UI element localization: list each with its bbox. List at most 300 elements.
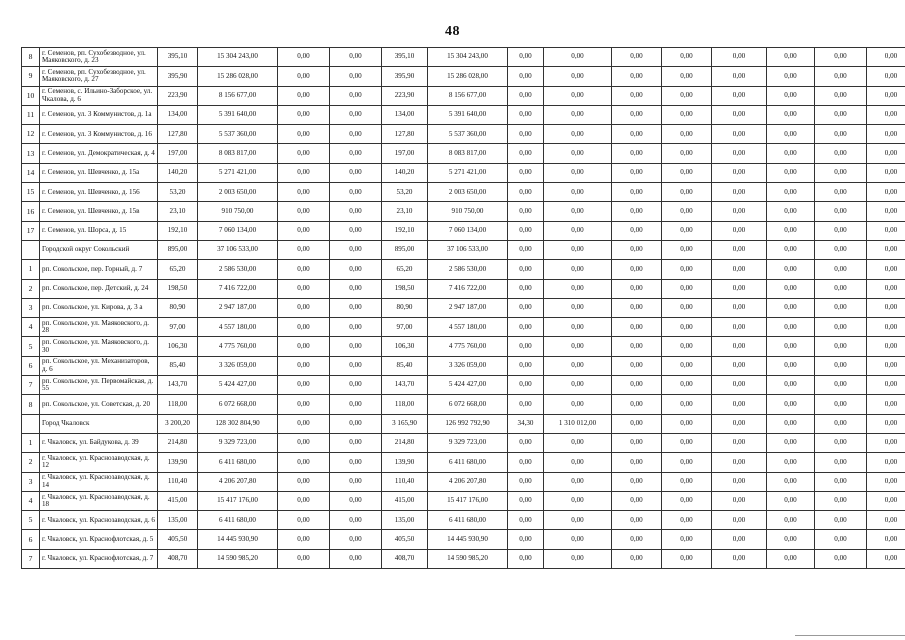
value-cell: 0,00 xyxy=(278,376,330,395)
value-cell: 0,00 xyxy=(330,221,382,240)
value-cell: 910 750,00 xyxy=(428,202,508,221)
value-cell: 0,00 xyxy=(712,318,767,337)
address-cell: г. Семенов, ул. Шевченко, д. 15в xyxy=(40,202,158,221)
value-cell: 0,00 xyxy=(767,318,815,337)
value-cell: 8 083 817,00 xyxy=(428,144,508,163)
value-cell: 0,00 xyxy=(612,298,662,317)
value-cell: 0,00 xyxy=(712,433,767,452)
value-cell: 0,00 xyxy=(508,491,544,510)
value-cell: 2 003 650,00 xyxy=(198,183,278,202)
value-cell: 0,00 xyxy=(662,376,712,395)
value-cell: 0,00 xyxy=(767,337,815,356)
value-cell: 0,00 xyxy=(815,279,867,298)
value-cell: 0,00 xyxy=(330,511,382,530)
value-cell: 0,00 xyxy=(662,202,712,221)
value-cell: 0,00 xyxy=(544,491,612,510)
value-cell: 0,00 xyxy=(767,472,815,491)
value-cell: 0,00 xyxy=(767,144,815,163)
value-cell: 5 424 427,00 xyxy=(198,376,278,395)
value-cell: 0,00 xyxy=(767,240,815,259)
value-cell: 0,00 xyxy=(278,67,330,86)
value-cell: 0,00 xyxy=(662,472,712,491)
value-cell: 0,00 xyxy=(767,530,815,549)
value-cell: 0,00 xyxy=(544,221,612,240)
table-row xyxy=(22,202,905,221)
value-cell: 0,00 xyxy=(612,48,662,67)
table-row xyxy=(22,221,905,240)
value-cell: 80,90 xyxy=(382,298,428,317)
value-cell: 0,00 xyxy=(662,318,712,337)
value-cell: 0,00 xyxy=(662,453,712,472)
value-cell: 0,00 xyxy=(767,298,815,317)
value-cell: 0,00 xyxy=(544,530,612,549)
value-cell: 7 060 134,00 xyxy=(428,221,508,240)
value-cell: 5 391 640,00 xyxy=(198,105,278,124)
value-cell: 0,00 xyxy=(867,337,905,356)
table-row xyxy=(22,67,905,86)
value-cell: 0,00 xyxy=(867,376,905,395)
value-cell: 0,00 xyxy=(867,221,905,240)
value-cell: 6 411 680,00 xyxy=(428,511,508,530)
value-cell: 0,00 xyxy=(662,433,712,452)
value-cell: 3 200,20 xyxy=(158,414,198,433)
value-cell: 214,80 xyxy=(382,433,428,452)
address-cell: рп. Сокольское, пер. Детский, д. 24 xyxy=(40,279,158,298)
value-cell: 15 417 176,00 xyxy=(198,491,278,510)
value-cell: 14 590 985,20 xyxy=(428,549,508,568)
value-cell: 23,10 xyxy=(382,202,428,221)
value-cell: 65,20 xyxy=(158,260,198,279)
value-cell: 139,90 xyxy=(158,453,198,472)
value-cell: 7 416 722,00 xyxy=(428,279,508,298)
value-cell: 0,00 xyxy=(815,125,867,144)
value-cell: 0,00 xyxy=(767,163,815,182)
value-cell: 0,00 xyxy=(330,433,382,452)
value-cell: 0,00 xyxy=(612,260,662,279)
table-row xyxy=(22,453,905,472)
value-cell: 415,00 xyxy=(158,491,198,510)
value-cell: 0,00 xyxy=(815,549,867,568)
value-cell: 4 206 207,80 xyxy=(428,472,508,491)
value-cell: 97,00 xyxy=(382,318,428,337)
value-cell: 5 391 640,00 xyxy=(428,105,508,124)
value-cell: 3 326 059,00 xyxy=(428,356,508,375)
value-cell: 0,00 xyxy=(508,433,544,452)
row-number xyxy=(22,240,40,259)
value-cell: 1 310 012,00 xyxy=(544,414,612,433)
value-cell: 2 586 530,00 xyxy=(428,260,508,279)
address-cell: рп. Сокольское, ул. Механизаторов, д. 6 xyxy=(40,356,158,375)
value-cell: 0,00 xyxy=(867,395,905,414)
table-row xyxy=(22,337,905,356)
value-cell: 0,00 xyxy=(815,86,867,105)
value-cell: 34,30 xyxy=(508,414,544,433)
value-cell: 0,00 xyxy=(662,163,712,182)
value-cell: 0,00 xyxy=(867,260,905,279)
table-row xyxy=(22,549,905,568)
value-cell: 0,00 xyxy=(612,144,662,163)
value-cell: 0,00 xyxy=(508,453,544,472)
value-cell: 6 411 680,00 xyxy=(428,453,508,472)
table-row xyxy=(22,356,905,375)
value-cell: 6 411 680,00 xyxy=(198,511,278,530)
value-cell: 0,00 xyxy=(662,183,712,202)
value-cell: 15 304 243,00 xyxy=(428,48,508,67)
value-cell: 0,00 xyxy=(662,240,712,259)
value-cell: 8 156 677,00 xyxy=(428,86,508,105)
value-cell: 408,70 xyxy=(158,549,198,568)
row-number: 4 xyxy=(22,491,40,510)
value-cell: 0,00 xyxy=(330,183,382,202)
value-cell: 0,00 xyxy=(815,337,867,356)
value-cell: 0,00 xyxy=(867,67,905,86)
value-cell: 0,00 xyxy=(508,221,544,240)
value-cell: 192,10 xyxy=(158,221,198,240)
value-cell: 2 947 187,00 xyxy=(428,298,508,317)
value-cell: 0,00 xyxy=(712,183,767,202)
value-cell: 0,00 xyxy=(662,144,712,163)
value-cell: 139,90 xyxy=(382,453,428,472)
value-cell: 0,00 xyxy=(330,356,382,375)
value-cell: 0,00 xyxy=(544,144,612,163)
value-cell: 0,00 xyxy=(278,453,330,472)
value-cell: 0,00 xyxy=(867,318,905,337)
value-cell: 0,00 xyxy=(867,356,905,375)
value-cell: 415,00 xyxy=(382,491,428,510)
value-cell: 110,40 xyxy=(382,472,428,491)
value-cell: 0,00 xyxy=(712,163,767,182)
value-cell: 15 304 243,00 xyxy=(198,48,278,67)
value-cell: 0,00 xyxy=(767,105,815,124)
value-cell: 198,50 xyxy=(158,279,198,298)
value-cell: 0,00 xyxy=(278,414,330,433)
value-cell: 0,00 xyxy=(662,395,712,414)
value-cell: 0,00 xyxy=(508,163,544,182)
value-cell: 0,00 xyxy=(612,511,662,530)
value-cell: 0,00 xyxy=(815,414,867,433)
value-cell: 0,00 xyxy=(662,530,712,549)
value-cell: 0,00 xyxy=(662,279,712,298)
value-cell: 0,00 xyxy=(278,260,330,279)
address-cell: г. Семенов, ул. 3 Коммунистов, д. 1а xyxy=(40,105,158,124)
value-cell: 0,00 xyxy=(508,86,544,105)
value-cell: 0,00 xyxy=(278,279,330,298)
row-number: 5 xyxy=(22,337,40,356)
value-cell: 0,00 xyxy=(508,472,544,491)
value-cell: 0,00 xyxy=(330,395,382,414)
value-cell: 0,00 xyxy=(544,105,612,124)
value-cell: 0,00 xyxy=(544,356,612,375)
value-cell: 0,00 xyxy=(662,221,712,240)
value-cell: 0,00 xyxy=(278,221,330,240)
row-number: 8 xyxy=(22,48,40,67)
value-cell: 0,00 xyxy=(278,48,330,67)
value-cell: 895,00 xyxy=(382,240,428,259)
table-row xyxy=(22,491,905,510)
address-cell: г. Семенов, рп. Сухобезводное, ул. Маяковского, д. 27 xyxy=(40,67,158,86)
value-cell: 14 445 930,90 xyxy=(428,530,508,549)
value-cell: 0,00 xyxy=(612,395,662,414)
value-cell: 15 286 028,00 xyxy=(198,67,278,86)
value-cell: 0,00 xyxy=(662,414,712,433)
value-cell: 405,50 xyxy=(382,530,428,549)
value-cell: 0,00 xyxy=(815,202,867,221)
value-cell: 192,10 xyxy=(382,221,428,240)
address-cell: г. Чкаловск, ул. Краснозаводская, д. 6 xyxy=(40,511,158,530)
value-cell: 0,00 xyxy=(712,356,767,375)
value-cell: 0,00 xyxy=(815,530,867,549)
value-cell: 0,00 xyxy=(612,356,662,375)
value-cell: 0,00 xyxy=(544,549,612,568)
value-cell: 0,00 xyxy=(508,67,544,86)
value-cell: 0,00 xyxy=(508,318,544,337)
value-cell: 0,00 xyxy=(330,86,382,105)
value-cell: 0,00 xyxy=(712,511,767,530)
value-cell: 7 416 722,00 xyxy=(198,279,278,298)
value-cell: 2 947 187,00 xyxy=(198,298,278,317)
value-cell: 0,00 xyxy=(815,433,867,452)
row-number: 1 xyxy=(22,260,40,279)
value-cell: 0,00 xyxy=(330,105,382,124)
value-cell: 0,00 xyxy=(767,356,815,375)
value-cell: 0,00 xyxy=(867,279,905,298)
value-cell: 0,00 xyxy=(712,260,767,279)
value-cell: 0,00 xyxy=(662,356,712,375)
value-cell: 65,20 xyxy=(382,260,428,279)
value-cell: 0,00 xyxy=(815,376,867,395)
value-cell: 0,00 xyxy=(544,183,612,202)
value-cell: 0,00 xyxy=(867,163,905,182)
value-cell: 0,00 xyxy=(662,298,712,317)
value-cell: 0,00 xyxy=(612,202,662,221)
value-cell: 0,00 xyxy=(278,298,330,317)
value-cell: 4 206 207,80 xyxy=(198,472,278,491)
value-cell: 140,20 xyxy=(382,163,428,182)
value-cell: 3 165,90 xyxy=(382,414,428,433)
value-cell: 0,00 xyxy=(712,86,767,105)
value-cell: 4 557 180,00 xyxy=(198,318,278,337)
value-cell: 110,40 xyxy=(158,472,198,491)
value-cell: 85,40 xyxy=(158,356,198,375)
address-cell: г. Семенов, ул. 3 Коммунистов, д. 16 xyxy=(40,125,158,144)
value-cell: 0,00 xyxy=(278,86,330,105)
value-cell: 0,00 xyxy=(508,144,544,163)
value-cell: 0,00 xyxy=(662,125,712,144)
value-cell: 0,00 xyxy=(278,433,330,452)
value-cell: 0,00 xyxy=(508,48,544,67)
row-number: 10 xyxy=(22,86,40,105)
value-cell: 128 302 804,90 xyxy=(198,414,278,433)
value-cell: 134,00 xyxy=(382,105,428,124)
table-row xyxy=(22,530,905,549)
value-cell: 0,00 xyxy=(278,530,330,549)
value-cell: 0,00 xyxy=(662,48,712,67)
row-number: 15 xyxy=(22,183,40,202)
value-cell: 37 106 533,00 xyxy=(428,240,508,259)
row-number: 17 xyxy=(22,221,40,240)
address-cell: г. Чкаловск, ул. Байдукова, д. 39 xyxy=(40,433,158,452)
value-cell: 0,00 xyxy=(330,472,382,491)
value-cell: 0,00 xyxy=(662,67,712,86)
value-cell: 127,80 xyxy=(158,125,198,144)
value-cell: 0,00 xyxy=(815,298,867,317)
value-cell: 0,00 xyxy=(612,221,662,240)
address-cell: г. Семенов, рп. Сухобезводное, ул. Маяковского, д. 23 xyxy=(40,48,158,67)
value-cell: 14 445 930,90 xyxy=(198,530,278,549)
value-cell: 0,00 xyxy=(330,125,382,144)
value-cell: 0,00 xyxy=(508,260,544,279)
value-cell: 0,00 xyxy=(815,318,867,337)
value-cell: 0,00 xyxy=(278,202,330,221)
value-cell: 0,00 xyxy=(767,202,815,221)
value-cell: 0,00 xyxy=(712,472,767,491)
value-cell: 0,00 xyxy=(612,433,662,452)
value-cell: 0,00 xyxy=(712,337,767,356)
value-cell: 8 156 677,00 xyxy=(198,86,278,105)
value-cell: 0,00 xyxy=(712,105,767,124)
address-cell: рп. Сокольское, ул. Маяковского, д. 28 xyxy=(40,318,158,337)
value-cell: 0,00 xyxy=(662,105,712,124)
table-row xyxy=(22,433,905,452)
value-cell: 0,00 xyxy=(712,549,767,568)
row-number: 7 xyxy=(22,376,40,395)
value-cell: 0,00 xyxy=(278,183,330,202)
value-cell: 0,00 xyxy=(767,414,815,433)
value-cell: 0,00 xyxy=(815,511,867,530)
value-cell: 0,00 xyxy=(767,491,815,510)
value-cell: 405,50 xyxy=(158,530,198,549)
value-cell: 5 537 360,00 xyxy=(198,125,278,144)
value-cell: 0,00 xyxy=(278,125,330,144)
value-cell: 0,00 xyxy=(712,144,767,163)
value-cell: 0,00 xyxy=(544,298,612,317)
value-cell: 0,00 xyxy=(278,472,330,491)
table-row xyxy=(22,472,905,491)
value-cell: 0,00 xyxy=(330,453,382,472)
value-cell: 118,00 xyxy=(382,395,428,414)
table-row xyxy=(22,260,905,279)
value-cell: 395,90 xyxy=(158,67,198,86)
value-cell: 0,00 xyxy=(330,318,382,337)
value-cell: 0,00 xyxy=(508,549,544,568)
row-number: 14 xyxy=(22,163,40,182)
table-row xyxy=(22,376,905,395)
value-cell: 0,00 xyxy=(544,472,612,491)
value-cell: 0,00 xyxy=(612,279,662,298)
value-cell: 4 557 180,00 xyxy=(428,318,508,337)
row-number: 7 xyxy=(22,549,40,568)
value-cell: 0,00 xyxy=(278,144,330,163)
value-cell: 0,00 xyxy=(544,202,612,221)
value-cell: 223,90 xyxy=(158,86,198,105)
value-cell: 0,00 xyxy=(712,240,767,259)
value-cell: 214,80 xyxy=(158,433,198,452)
value-cell: 6 411 680,00 xyxy=(198,453,278,472)
value-cell: 0,00 xyxy=(662,260,712,279)
value-cell: 0,00 xyxy=(867,511,905,530)
value-cell: 0,00 xyxy=(330,491,382,510)
value-cell: 0,00 xyxy=(867,183,905,202)
address-cell: г. Семенов, с. Ильино-Заборское, ул. Чкалова, д. 6 xyxy=(40,86,158,105)
value-cell: 0,00 xyxy=(815,183,867,202)
table-row xyxy=(22,511,905,530)
value-cell: 0,00 xyxy=(815,67,867,86)
value-cell: 0,00 xyxy=(544,163,612,182)
value-cell: 0,00 xyxy=(867,549,905,568)
value-cell: 0,00 xyxy=(544,395,612,414)
value-cell: 5 537 360,00 xyxy=(428,125,508,144)
table-subtotal-row xyxy=(22,414,905,433)
value-cell: 0,00 xyxy=(712,414,767,433)
value-cell: 4 775 760,00 xyxy=(198,337,278,356)
value-cell: 198,50 xyxy=(382,279,428,298)
address-cell: г. Семенов, ул. Шорса, д. 15 xyxy=(40,221,158,240)
row-number: 3 xyxy=(22,298,40,317)
value-cell: 0,00 xyxy=(330,530,382,549)
value-cell: 15 417 176,00 xyxy=(428,491,508,510)
value-cell: 223,90 xyxy=(382,86,428,105)
value-cell: 140,20 xyxy=(158,163,198,182)
address-cell: г. Чкаловск, ул. Краснофлотская, д. 5 xyxy=(40,530,158,549)
value-cell: 0,00 xyxy=(867,48,905,67)
row-number: 9 xyxy=(22,67,40,86)
municipality-name: Городской округ Сокольский xyxy=(40,240,158,259)
value-cell: 0,00 xyxy=(767,549,815,568)
row-number: 12 xyxy=(22,125,40,144)
value-cell: 53,20 xyxy=(382,183,428,202)
value-cell: 0,00 xyxy=(508,183,544,202)
value-cell: 0,00 xyxy=(612,472,662,491)
value-cell: 0,00 xyxy=(612,549,662,568)
address-cell: г. Семенов, ул. Шевченко, д. 15а xyxy=(40,163,158,182)
value-cell: 0,00 xyxy=(712,298,767,317)
value-cell: 0,00 xyxy=(767,279,815,298)
value-cell: 0,00 xyxy=(330,414,382,433)
table-row xyxy=(22,125,905,144)
value-cell: 0,00 xyxy=(712,530,767,549)
value-cell: 0,00 xyxy=(544,240,612,259)
value-cell: 2 586 530,00 xyxy=(198,260,278,279)
value-cell: 0,00 xyxy=(508,240,544,259)
value-cell: 0,00 xyxy=(278,337,330,356)
value-cell: 135,00 xyxy=(158,511,198,530)
table-row xyxy=(22,163,905,182)
value-cell: 0,00 xyxy=(278,318,330,337)
value-cell: 0,00 xyxy=(612,105,662,124)
value-cell: 23,10 xyxy=(158,202,198,221)
value-cell: 0,00 xyxy=(544,337,612,356)
address-cell: г. Чкаловск, ул. Краснозаводская, д. 18 xyxy=(40,491,158,510)
row-number: 3 xyxy=(22,472,40,491)
value-cell: 0,00 xyxy=(612,337,662,356)
value-cell: 6 072 668,00 xyxy=(198,395,278,414)
value-cell: 0,00 xyxy=(662,337,712,356)
value-cell: 0,00 xyxy=(712,395,767,414)
value-cell: 0,00 xyxy=(278,356,330,375)
value-cell: 0,00 xyxy=(508,279,544,298)
address-cell: рп. Сокольское, ул. Первомайская, д. 55 xyxy=(40,376,158,395)
address-cell: г. Чкаловск, ул. Краснозаводская, д. 12 xyxy=(40,453,158,472)
address-cell: рп. Сокольское, ул. Советская, д. 20 xyxy=(40,395,158,414)
table-row xyxy=(22,279,905,298)
value-cell: 0,00 xyxy=(867,202,905,221)
value-cell: 0,00 xyxy=(508,395,544,414)
value-cell: 0,00 xyxy=(662,491,712,510)
value-cell: 0,00 xyxy=(278,549,330,568)
value-cell: 0,00 xyxy=(815,105,867,124)
value-cell: 0,00 xyxy=(867,433,905,452)
value-cell: 0,00 xyxy=(815,163,867,182)
